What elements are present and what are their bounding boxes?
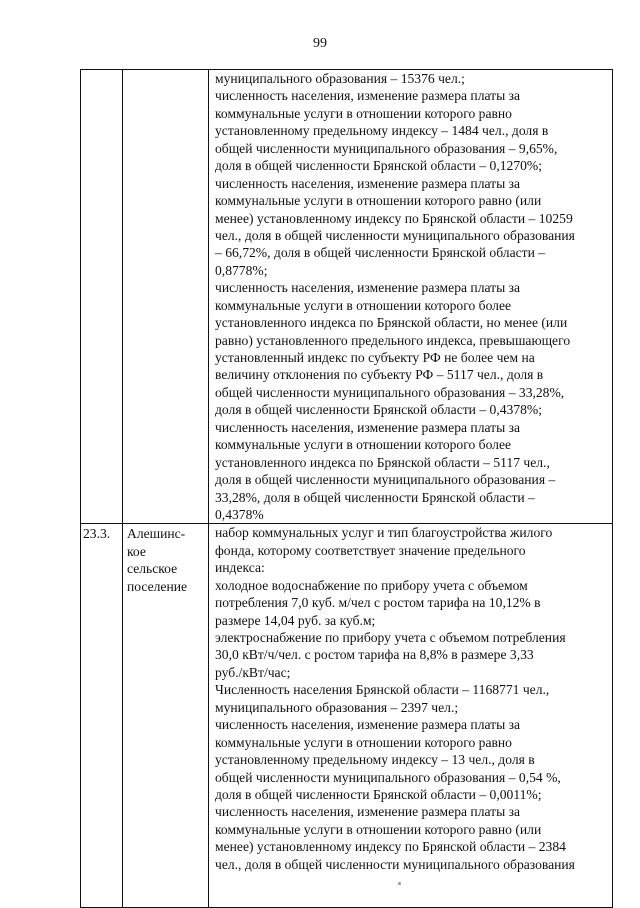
- document-table: [80, 69, 613, 908]
- text-line: установленному предельному индексу – 1484 чел., доля в: [215, 123, 549, 139]
- municipality-name-cell: [123, 70, 209, 524]
- text-line: – 66,72%, доля в общей численности Брянской области –: [215, 245, 546, 261]
- text-line: менее) установленному индексу по Брянской области – 10259: [215, 210, 573, 226]
- text-line: фонда, которому соответствует значение предельного: [215, 542, 526, 558]
- text-line: общей численности муниципального образования – 9,65%,: [215, 140, 558, 156]
- municipality-name-cell: [123, 524, 209, 908]
- text-line: потребления 7,0 куб. м/чел с ростом тарифа на 10,12% в: [215, 595, 541, 611]
- text-line: установленному предельному индексу – 13 чел., доля в: [215, 752, 535, 768]
- page-number: 99: [313, 36, 327, 51]
- table-row: [81, 524, 613, 908]
- text-line: численность населения, изменение размера платы за: [215, 717, 521, 733]
- text-line: численность населения, изменение размера платы за: [215, 419, 521, 435]
- description-cell: [209, 70, 613, 524]
- text-line: холодное водоснабжение по прибору учета с объемом: [215, 577, 528, 593]
- text-line: численность населения, изменение размера платы за: [215, 88, 521, 104]
- text-line: 0,8778%;: [215, 262, 268, 278]
- text-line: Численность населения Брянской области – 1168771 чел.,: [215, 682, 550, 698]
- text-line: чел., доля в общей численности муниципального образования: [215, 856, 575, 872]
- text-line: коммунальные услуги в отношении которого более: [215, 437, 512, 453]
- description-cell: [209, 524, 613, 908]
- municipality-name-line: Алешинс-: [127, 526, 186, 542]
- text-line: установленного индекса по Брянской области, но менее (или: [215, 315, 568, 331]
- text-line: доля в общей численности Брянской области – 0,4378%;: [215, 402, 543, 418]
- text-line: набор коммунальных услуг и тип благоустройства жилого: [215, 525, 553, 541]
- text-line: величину отклонения по субъекту РФ – 5117 чел., доля в: [215, 367, 544, 383]
- text-line: коммунальные услуги в отношении которого равно: [215, 105, 512, 121]
- text-line: коммунальные услуги в отношении которого равно (или: [215, 193, 542, 209]
- text-line: 0,4378%: [215, 506, 264, 522]
- text-line: доля в общей численности Брянской области – 0,1270%;: [215, 158, 543, 174]
- text-line: численность населения, изменение размера платы за: [215, 280, 521, 296]
- row-number-cell: [81, 70, 123, 524]
- text-line: чел., доля в общей численности муниципального образования: [215, 227, 575, 243]
- text-line: 33,28%, доля в общей численности Брянской области –: [215, 489, 535, 505]
- text-line: коммунальные услуги в отношении которого равно (или: [215, 821, 542, 837]
- text-line: муниципального образования – 2397 чел.;: [215, 699, 459, 715]
- text-line: муниципального образования – 15376 чел.;: [215, 71, 465, 86]
- text-line: общей численности муниципального образования – 33,28%,: [215, 384, 565, 400]
- text-line: установленный индекс по субъекту РФ не более чем на: [215, 350, 535, 365]
- text-line: доля в общей численности Брянской области – 0,0011%;: [215, 786, 542, 802]
- text-line: индекса:: [215, 560, 265, 576]
- text-line: руб./кВт/час;: [215, 664, 291, 680]
- text-line: коммунальные услуги в отношении которого более: [215, 297, 512, 313]
- text-line: доля в общей численности муниципального образования –: [215, 472, 556, 488]
- text-line: численность населения, изменение размера платы за: [215, 175, 521, 191]
- text-line: менее) установленному индексу по Брянской области – 2384: [215, 839, 566, 855]
- text-line: установленного индекса по Брянской области – 5117 чел.,: [215, 454, 550, 470]
- municipality-name-line: поселение: [127, 578, 188, 594]
- text-line: общей численности муниципального образования – 0,54 %,: [215, 769, 561, 785]
- municipality-name-line: кое: [127, 543, 146, 559]
- scan-dot-mark: [398, 882, 401, 885]
- text-line: коммунальные услуги в отношении которого равно: [215, 734, 512, 750]
- table-row: [81, 70, 613, 524]
- text-line: размере 14,04 руб. за куб.м;: [215, 612, 376, 628]
- text-line: численность населения, изменение размера платы за: [215, 804, 521, 820]
- text-line: равно) установленного предельного индекса, превышающего: [215, 332, 571, 348]
- text-line: электроснабжение по прибору учета с объемом потребления: [215, 630, 566, 645]
- text-line: 30,0 кВт/ч/чел. с ростом тарифа на 8,8% в размере 3,33: [215, 647, 534, 663]
- municipality-name-line: сельское: [127, 561, 178, 577]
- row-number-cell: 23.3.: [81, 524, 123, 908]
